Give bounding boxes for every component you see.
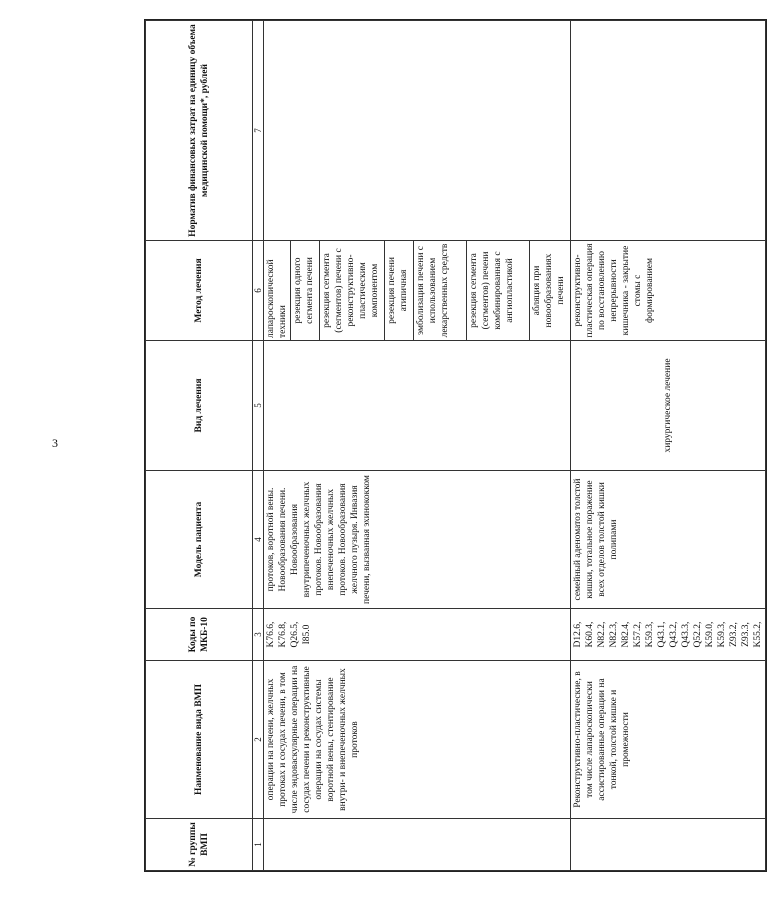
vmp-name-cell: Реконструктивно-пластические, в том числе лапароскопически ассистированные операции на тонкой, толстой кишке и промежности xyxy=(571,661,766,819)
page-number: 3 xyxy=(52,436,58,450)
patient-model-cell: протоков, воротной вены. Новообразования печени. Новообразования внутрипеченочных желчных протоков. Новообразования внепеченочных желчных протоков. Новообразования желчного пузыря. Инвазия печени, вызванная эхинококком xyxy=(264,471,571,609)
header-method: Метод лечения xyxy=(146,241,253,341)
header-group: № группы ВМП xyxy=(146,819,253,871)
method-cell: абляция при новообразованиях печени xyxy=(530,241,571,341)
group-number-cell xyxy=(571,819,766,871)
table-row xyxy=(571,21,766,871)
method-cell: реконструктивно-пластическая операция по восстановлению непрерывности кишечника - закрытие стомы с формированием xyxy=(571,241,766,341)
column-number: 5 xyxy=(253,341,264,471)
icd-codes-cell: D12.6, K60.4, N82.2, N82.3, N82.4, K57.2, K59.3, Q43.1, Q43.2, Q43.3, Q52.2, K59.0, K59.3, Z93.2, Z93.3, K55.2, xyxy=(571,609,766,661)
method-cell: резекция сегмента (сегментов) печени с реконструктивно-пластическим компонентом xyxy=(320,241,385,341)
method-cell: резекция одного сегмента печени xyxy=(291,241,320,341)
header-model: Модель пациента xyxy=(146,471,253,609)
column-number: 4 xyxy=(253,471,264,609)
method-cell: лапароскопической техники xyxy=(264,241,291,341)
treatment-type-cell xyxy=(264,341,571,471)
treatment-type-cell: хирургическое лечение xyxy=(571,341,766,471)
column-number: 2 xyxy=(253,661,264,819)
table-row xyxy=(264,21,291,871)
column-number: 1 xyxy=(253,819,264,871)
column-number: 7 xyxy=(253,21,264,241)
method-cell: резекция печени атипичная xyxy=(385,241,414,341)
column-number: 6 xyxy=(253,241,264,341)
header-name: Наименование вида ВМП xyxy=(146,661,253,819)
column-number-row xyxy=(253,21,264,871)
norm-cell xyxy=(264,21,571,241)
header-row xyxy=(146,21,253,871)
norm-cell xyxy=(571,21,766,241)
vmp-table xyxy=(144,19,767,872)
vmp-name-cell: операции на печени, желчных протоках и сосудах печени, в том числе эндоваскулярные операции на сосудах печени и реконструктивные операции на сосудах системы воротной вены, стентирование внутри- и внепеченочных желчных протоков xyxy=(264,661,571,819)
header-codes: Коды по МКБ-10 xyxy=(146,609,253,661)
group-number-cell xyxy=(264,819,571,871)
patient-model-cell: семейный аденоматоз толстой кишки, тотальное поражение всех отделов толстой кишки полипами xyxy=(571,471,766,609)
method-cell: эмболизация печени с использованием лекарственных средств xyxy=(414,241,467,341)
header-treat-type: Вид лечения xyxy=(146,341,253,471)
method-cell: резекция сегмента (сегментов) печени комбинированная с ангиопластикой xyxy=(467,241,530,341)
icd-codes-cell: K76.6, K76.8, Q26.5, I85.0 xyxy=(264,609,571,661)
column-number: 3 xyxy=(253,609,264,661)
header-norm: Норматив финансовых затрат на единицу объема медицинской помощи*, рублей xyxy=(146,21,253,241)
